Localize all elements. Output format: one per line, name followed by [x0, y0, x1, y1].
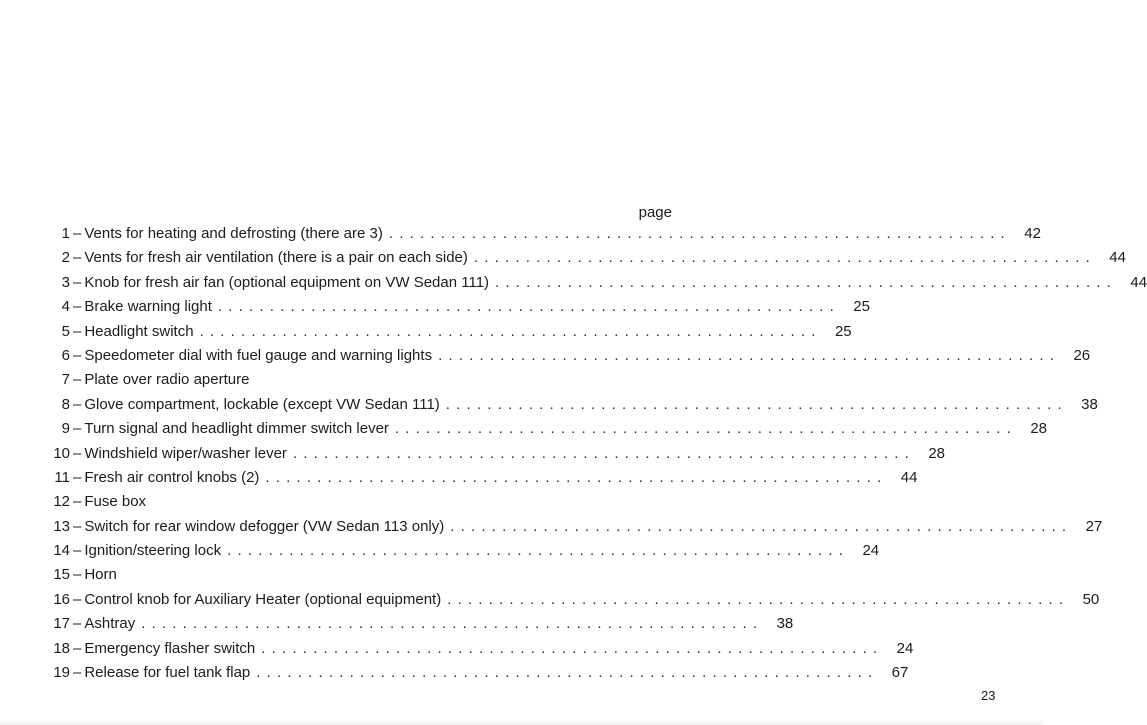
scan-edge-shading: [0, 719, 1043, 725]
dot-leader: ............................................................: [292, 444, 915, 462]
legend-entry: [30, 442, 945, 466]
entry-page-ref: 50: [1082, 590, 1100, 608]
legend-entry: [30, 466, 918, 490]
entry-number: 9: [61, 420, 70, 438]
entry-page-ref: 38: [776, 615, 794, 633]
entry-dash: –: [73, 493, 82, 511]
entry-number: 11: [54, 468, 70, 486]
entry-number: 6: [61, 346, 70, 364]
entry-dash: –: [73, 346, 82, 364]
entry-label: Switch for rear window defogger (VW Sedan 113 only): [84, 517, 445, 535]
entry-dash: –: [73, 273, 82, 291]
entry-label: Control knob for Auxiliary Heater (optional equipment): [84, 590, 442, 608]
entry-page-ref: 25: [834, 322, 852, 340]
dot-leader: ............................................................: [473, 249, 1096, 267]
dot-leader: ............................................................: [388, 225, 1011, 242]
entry-page-ref: 24: [862, 542, 880, 560]
entry-label: Glove compartment, lockable (except VW Sedan 111): [84, 395, 440, 413]
legend-entry: [30, 295, 870, 319]
legend-entry: [30, 222, 1041, 246]
entry-dash: –: [73, 420, 82, 438]
dot-leader: ............................................................: [495, 273, 1118, 291]
entry-number: 15: [53, 566, 70, 584]
entry-label: Knob for fresh air fan (optional equipment on VW Sedan 111): [84, 273, 490, 291]
dot-leader: ............................................................: [394, 420, 1017, 438]
entry-dash: –: [73, 322, 82, 340]
entry-label: Windshield wiper/washer lever: [84, 444, 287, 462]
entry-label: Brake warning light: [84, 298, 212, 316]
dot-leader: ............................................................: [450, 517, 1073, 535]
entry-label: Release for fuel tank flap: [84, 664, 251, 682]
entry-dash: –: [73, 639, 82, 657]
dot-leader: ............................................................: [265, 468, 888, 486]
dot-leader: ............................................................: [445, 395, 1068, 413]
entry-label: Ashtray: [84, 615, 136, 633]
legend-entry: [30, 539, 880, 563]
entry-page-ref: 28: [1030, 420, 1047, 438]
legend-entry: [30, 320, 852, 344]
legend-entry: [30, 271, 1147, 295]
entry-label: Headlight switch: [84, 322, 194, 340]
legend-entry: [30, 563, 674, 587]
entry-label: Horn: [84, 566, 117, 584]
entry-number: 10: [53, 444, 70, 462]
legend-entry: [30, 588, 1100, 612]
legend-entry: [30, 368, 674, 392]
entry-label: Turn signal and headlight dimmer switch lever: [84, 420, 389, 438]
entry-dash: –: [73, 517, 82, 535]
entry-dash: –: [73, 615, 82, 633]
entry-label: Fresh air control knobs (2): [84, 468, 260, 486]
page-column-header: page: [638, 204, 672, 221]
entry-label: Speedometer dial with fuel gauge and warning lights: [84, 346, 433, 364]
entry-number: 17: [53, 615, 70, 633]
entry-number: 5: [61, 322, 70, 340]
entry-label: Emergency flasher switch: [84, 639, 256, 657]
entry-number: 19: [53, 664, 70, 682]
entry-page-ref: 42: [1024, 225, 1041, 242]
entry-page-ref: 38: [1081, 395, 1098, 413]
entry-page-ref: 44: [1130, 273, 1147, 291]
legend-entry: [30, 246, 1126, 270]
legend-entry: [30, 515, 1103, 539]
dot-leader: ............................................................: [199, 322, 822, 340]
entry-page-ref: 44: [1109, 249, 1126, 267]
entry-dash: –: [73, 395, 82, 413]
entry-dash: –: [73, 664, 82, 682]
dot-leader: ............................................................: [141, 615, 764, 633]
legend-entry: [30, 344, 1091, 368]
entry-label: Vents for heating and defrosting (there are 3): [84, 225, 383, 242]
entry-number: 8: [61, 395, 70, 413]
entry-dash: –: [73, 371, 82, 389]
dot-leader: ............................................................: [217, 298, 840, 316]
dot-leader: ............................................................: [227, 542, 850, 560]
entry-number: 1: [61, 225, 70, 242]
entry-page-ref: 67: [891, 664, 909, 682]
entry-number: 7: [61, 371, 70, 389]
legend-list: [30, 222, 1147, 685]
entry-page-ref: 27: [1085, 517, 1103, 535]
entry-number: 13: [53, 517, 70, 535]
entry-label: Fuse box: [84, 493, 147, 511]
legend-entry: [30, 637, 914, 661]
entry-dash: –: [73, 444, 82, 462]
entry-number: 4: [61, 298, 70, 316]
entry-dash: –: [73, 542, 82, 560]
entry-number: 14: [53, 542, 70, 560]
legend-entry: [30, 393, 1098, 417]
legend-entry: [30, 661, 909, 685]
legend-entry: [30, 417, 1047, 441]
entry-number: 12: [53, 493, 70, 511]
dashboard-legend: [30, 203, 1147, 685]
entry-dash: –: [73, 298, 82, 316]
entry-number: 18: [53, 639, 70, 657]
dot-leader: ............................................................: [261, 639, 884, 657]
page-number: 23: [981, 688, 996, 703]
entry-number: 16: [53, 590, 70, 608]
entry-page-ref: 25: [853, 298, 870, 316]
entry-page-ref: 24: [896, 639, 914, 657]
dot-leader: ............................................................: [438, 346, 1061, 364]
entry-number: 3: [61, 273, 70, 291]
entry-page-ref: 26: [1073, 346, 1091, 364]
entry-label: Plate over radio aperture: [84, 371, 250, 389]
entry-page-ref: 44: [900, 468, 918, 486]
dot-leader: ............................................................: [256, 664, 879, 682]
entry-dash: –: [73, 590, 82, 608]
entry-label: Vents for fresh air ventilation (there is a pair on each side): [84, 249, 468, 267]
legend-entry: [30, 612, 794, 636]
entry-number: 2: [61, 249, 70, 267]
entry-dash: –: [73, 249, 82, 267]
entry-dash: –: [73, 225, 82, 242]
entry-label: Ignition/steering lock: [84, 542, 222, 560]
legend-entry: [30, 490, 674, 514]
entry-dash: –: [73, 468, 82, 486]
entry-page-ref: 28: [928, 444, 945, 462]
dot-leader: ............................................................: [447, 590, 1070, 608]
entry-dash: –: [73, 566, 82, 584]
